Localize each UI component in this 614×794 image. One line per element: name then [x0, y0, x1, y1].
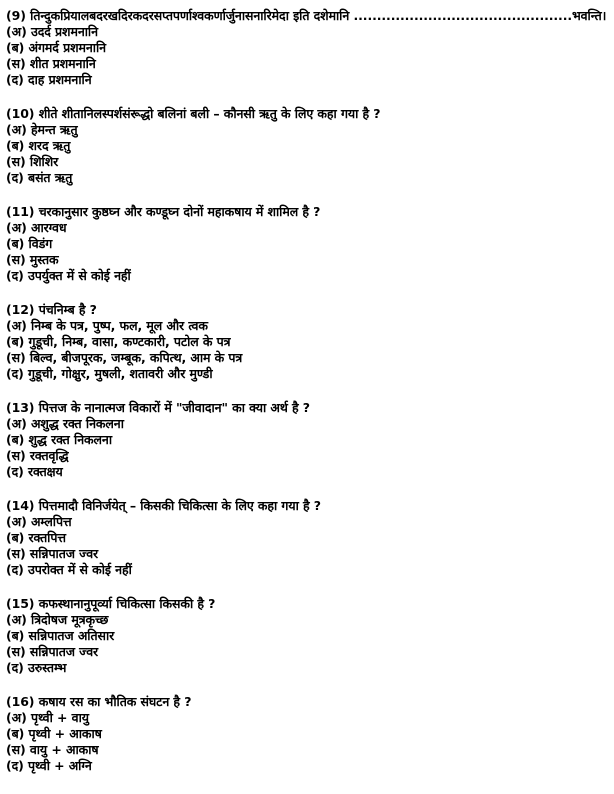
- option-text: शिशिर: [29, 154, 59, 169]
- option-marker: (स): [6, 546, 26, 561]
- answer-option: [6, 252, 606, 268]
- answer-option: [6, 40, 606, 56]
- option-text: अंगमर्द प्रशमनानि: [28, 40, 107, 55]
- option-marker: (स): [6, 56, 26, 71]
- question-block: [6, 596, 606, 676]
- question-text: शीते शीतानिलस्पर्शसंरूद्धो बलिनां बली – कौनसी ऋतु के लिए कहा गया है ?: [38, 106, 381, 121]
- question-block: [6, 302, 606, 382]
- answer-option: [6, 612, 606, 628]
- answer-option: [6, 726, 606, 742]
- option-text: विडंग: [28, 236, 53, 251]
- answer-option: [6, 742, 606, 758]
- answer-option: [6, 448, 606, 464]
- answer-option: [6, 530, 606, 546]
- option-text: आरग्वध: [30, 220, 67, 235]
- question-text-line: [6, 596, 606, 612]
- question-block: [6, 400, 606, 480]
- option-marker: (द): [6, 758, 24, 773]
- option-text: शरद ऋतु: [28, 138, 71, 153]
- option-text: निम्ब के पत्र, पुष्प, फल, मूल और त्वक: [30, 318, 208, 333]
- answer-option: [6, 644, 606, 660]
- question-text-line: [6, 8, 606, 24]
- option-marker: (अ): [6, 220, 27, 235]
- option-marker: (स): [6, 448, 26, 463]
- question-text-line: [6, 106, 606, 122]
- option-text: सन्निपातज ज्वर: [29, 644, 99, 659]
- answer-option: [6, 334, 606, 350]
- answer-option: [6, 318, 606, 334]
- question-number: (12): [6, 302, 35, 317]
- answer-option: [6, 350, 606, 366]
- option-text: सन्निपातज ज्वर: [29, 546, 99, 561]
- answer-option: [6, 24, 606, 40]
- answer-option: [6, 710, 606, 726]
- question-number: (10): [6, 106, 35, 121]
- question-text: तिन्दुकप्रियालबदरखदिरकदरसप्तपर्णाश्वकर्णार्जुनासनारिमेदा इति दशेमानि ...............................................भवन्ति।: [30, 8, 607, 23]
- option-marker: (अ): [6, 416, 27, 431]
- option-text: शीत प्रशमनानि: [29, 56, 96, 71]
- option-marker: (अ): [6, 24, 27, 39]
- answer-option: [6, 432, 606, 448]
- option-marker: (अ): [6, 122, 27, 137]
- question-block: [6, 8, 606, 88]
- answer-option: [6, 236, 606, 252]
- answer-option: [6, 628, 606, 644]
- option-text: उदर्द प्रशमनानि: [30, 24, 98, 39]
- question-text-line: [6, 204, 606, 220]
- question-block: [6, 694, 606, 774]
- answer-option: [6, 758, 606, 774]
- question-text: कषाय रस का भौतिक संघटन है ?: [38, 694, 192, 709]
- option-text: रक्तक्षय: [28, 464, 63, 479]
- option-text: हेमन्त ऋतु: [30, 122, 78, 137]
- option-marker: (अ): [6, 612, 27, 627]
- option-marker: (द): [6, 268, 24, 283]
- question-text: पित्तज के नानात्मज विकारों में "जीवादान" का क्या अर्थ है ?: [38, 400, 310, 415]
- option-text: गुडूची, गोक्षुर, मुषली, शतावरी और मुण्डी: [28, 366, 213, 381]
- option-marker: (ब): [6, 530, 25, 545]
- question-text-line: [6, 694, 606, 710]
- answer-option: [6, 220, 606, 236]
- option-text: रक्तवृद्धि: [29, 448, 69, 463]
- option-text: अम्लपित्त: [30, 514, 72, 529]
- answer-option: [6, 464, 606, 480]
- option-text: सन्निपातज अतिसार: [28, 628, 115, 643]
- question-number: (16): [6, 694, 35, 709]
- option-marker: (द): [6, 366, 24, 381]
- option-marker: (द): [6, 72, 24, 87]
- option-marker: (अ): [6, 514, 27, 529]
- answer-option: [6, 170, 606, 186]
- question-block: [6, 106, 606, 186]
- question-number: (13): [6, 400, 35, 415]
- answer-option: [6, 514, 606, 530]
- option-marker: (स): [6, 252, 26, 267]
- question-text: चरकानुसार कुष्ठघ्न और कण्डूघ्न दोनों महाकषाय में शामिल है ?: [38, 204, 321, 219]
- option-text: दाह प्रशमनानि: [28, 72, 92, 87]
- question-number: (15): [6, 596, 35, 611]
- option-marker: (ब): [6, 40, 25, 55]
- option-marker: (स): [6, 154, 26, 169]
- answer-option: [6, 154, 606, 170]
- option-marker: (ब): [6, 138, 25, 153]
- question-block: [6, 498, 606, 578]
- answer-option: [6, 660, 606, 676]
- option-marker: (ब): [6, 334, 25, 349]
- answer-option: [6, 546, 606, 562]
- option-marker: (ब): [6, 236, 25, 251]
- question-block: [6, 204, 606, 284]
- option-marker: (अ): [6, 318, 27, 333]
- answer-option: [6, 122, 606, 138]
- option-text: अशुद्ध रक्त निकलना: [30, 416, 124, 431]
- answer-option: [6, 268, 606, 284]
- option-text: उपर्युक्त में से कोई नहीं: [28, 268, 131, 283]
- option-marker: (द): [6, 562, 24, 577]
- answer-option: [6, 416, 606, 432]
- option-marker: (द): [6, 464, 24, 479]
- option-text: गुडूची, निम्ब, वासा, कण्टकारी, पटोल के पत्र: [28, 334, 231, 349]
- question-text: कफस्थानानुपूर्व्या चिकित्सा किसकी है ?: [38, 596, 216, 611]
- option-text: पृथ्वी + वायु: [30, 710, 89, 725]
- option-text: मुस्तक: [29, 252, 59, 267]
- option-marker: (ब): [6, 726, 25, 741]
- question-number: (9): [6, 8, 26, 23]
- option-text: पृथ्वी + अग्नि: [28, 758, 92, 773]
- answer-option: [6, 366, 606, 382]
- answer-option: [6, 138, 606, 154]
- option-text: पृथ्वी + आकाष: [28, 726, 102, 741]
- option-text: बसंत ऋतु: [28, 170, 73, 185]
- question-text-line: [6, 400, 606, 416]
- answer-option: [6, 56, 606, 72]
- option-text: वायु + आकाष: [29, 742, 99, 757]
- option-marker: (ब): [6, 628, 25, 643]
- option-marker: (अ): [6, 710, 27, 725]
- option-text: रक्तपित्त: [28, 530, 66, 545]
- option-marker: (स): [6, 350, 26, 365]
- option-marker: (स): [6, 644, 26, 659]
- option-text: उरुस्तम्भ: [28, 660, 67, 675]
- question-text-line: [6, 498, 606, 514]
- option-marker: (ब): [6, 432, 25, 447]
- answer-option: [6, 562, 606, 578]
- option-text: उपरोक्त में से कोई नहीं: [28, 562, 132, 577]
- option-text: त्रिदोषज मूत्रकृच्छ: [30, 612, 109, 627]
- question-number: (11): [6, 204, 35, 219]
- answer-option: [6, 72, 606, 88]
- question-text: पित्तमादौ विनिर्जयेत् – किसकी चिकित्सा के लिए कहा गया है ?: [38, 498, 321, 513]
- question-number: (14): [6, 498, 35, 513]
- question-text-line: [6, 302, 606, 318]
- option-marker: (द): [6, 170, 24, 185]
- question-text: पंचनिम्ब है ?: [38, 302, 97, 317]
- option-text: बिल्व, बीजपूरक, जम्बूक, कपित्थ, आम के पत्र: [29, 350, 243, 365]
- option-marker: (द): [6, 660, 24, 675]
- option-text: शुद्ध रक्त निकलना: [28, 432, 112, 447]
- option-marker: (स): [6, 742, 26, 757]
